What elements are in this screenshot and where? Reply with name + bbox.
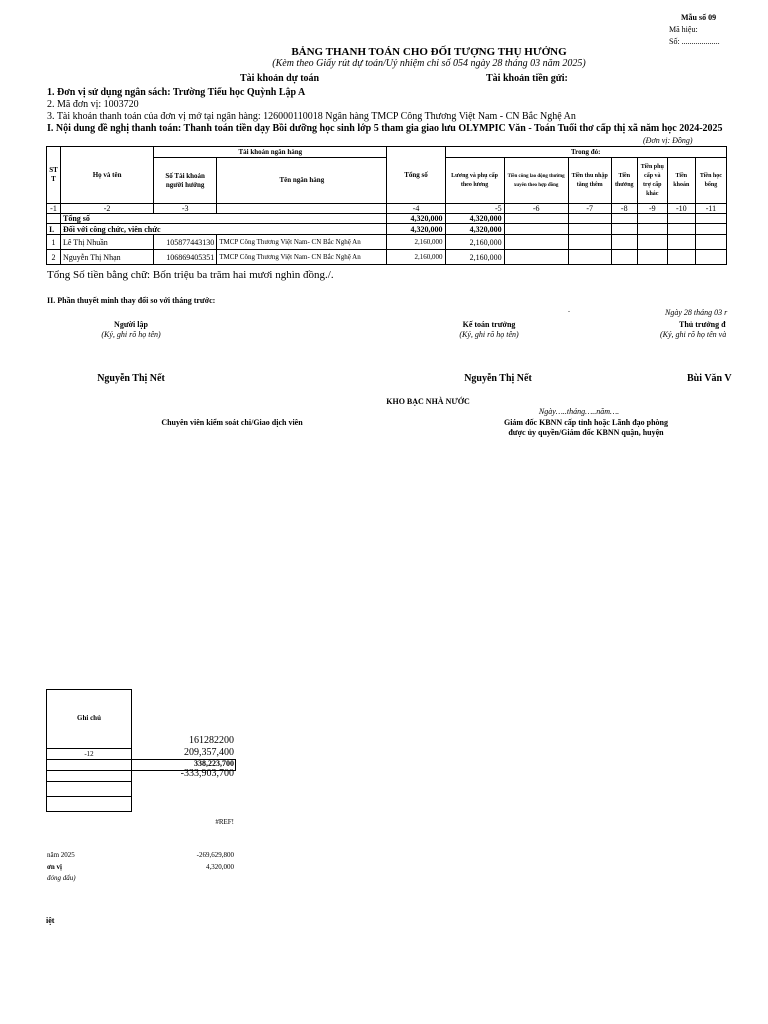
section-total: 4,320,000 xyxy=(387,224,445,235)
info-line-3: 3. Tài khoản thanh toán của đơn vị mở tại ngân hàng: 126000110018 Ngân hàng TMCP Công Thương Việt Nam - CN Bắc Nghệ An xyxy=(47,111,576,122)
info-line-4: I. Nội dung đề nghị thanh toán: Thanh toán tiền dạy Bồi dưỡng học sinh lớp 5 tham gia giao lưu OLYMPIC Văn - Toán Tuổi thơ cấp thị xã năm học 2024-2025 xyxy=(47,123,723,134)
header-fixed: Tiền khoán xyxy=(667,158,695,204)
treasury-director-1: Giám đốc KBNN cấp tỉnh hoặc Lãnh đạo phòng xyxy=(503,418,669,427)
head-title: Thủ trưởng đ xyxy=(679,320,726,329)
header-allowance: Tiền phụ cấp và trợ cấp khác xyxy=(637,158,667,204)
accountant-note: (Ký, ghi rõ họ tên) xyxy=(459,330,519,339)
header-name: Họ và tên xyxy=(61,147,154,204)
row-name: Lê Thị Nhuần xyxy=(61,235,154,250)
side-value-6: 4,320,000 xyxy=(206,863,234,871)
header-bank-name: Tên ngân hàng xyxy=(217,158,387,204)
section-salary: 4,320,000 xyxy=(445,224,504,235)
total-salary: 4,320,000 xyxy=(445,214,504,224)
header-account-no: Số Tài khoản người hưởng xyxy=(154,158,217,204)
index-cell: -10 xyxy=(667,204,695,214)
accountant-title: Kế toán trưởng xyxy=(462,320,516,329)
header-in-which: Trong đó: xyxy=(445,147,726,158)
header-bank-group: Tài khoản ngân hàng xyxy=(154,147,387,158)
payment-table xyxy=(46,146,727,265)
header-labor: Tiền công lao động thường xuyên theo hợp đồng xyxy=(504,158,568,204)
viet-fragment: iệt xyxy=(46,916,55,925)
section-stt: I. xyxy=(47,224,61,235)
row-total: 2,160,000 xyxy=(387,235,445,250)
page-subtitle: (Kèm theo Giấy rút dự toán/Uỷ nhiệm chi số 054 ngày 28 tháng 03 năm 2025) xyxy=(272,58,586,69)
row-stt: 1 xyxy=(47,235,61,250)
total-value: 4,320,000 xyxy=(387,214,445,224)
header-extra-income: Tiền thu nhập tăng thêm xyxy=(568,158,611,204)
row-account: 105877443130 xyxy=(154,235,217,250)
preparer-name: Nguyễn Thị Nết xyxy=(97,373,165,384)
row-salary: 2,160,000 xyxy=(445,250,504,265)
treasury-title: KHO BẠC NHÀ NƯỚC xyxy=(386,397,470,406)
info-line-1: 1. Đơn vị sử dụng ngân sách: Trường Tiểu học Quỳnh Lập A xyxy=(47,87,306,98)
table-row xyxy=(47,235,727,250)
index-row xyxy=(47,204,727,214)
unit-fragment: ơn vị xyxy=(47,863,62,871)
index-cell: -11 xyxy=(695,204,726,214)
preparer-title: Người lập xyxy=(114,320,148,329)
note-empty-cell xyxy=(46,796,132,812)
ref-error: #REF! xyxy=(215,818,234,826)
section-label: Đối với công chức, viên chức xyxy=(61,224,387,235)
row-salary: 2,160,000 xyxy=(445,235,504,250)
account-head-left: Tài khoản dự toán xyxy=(240,73,320,84)
header-stt: ST T xyxy=(47,147,61,204)
note-header-cell xyxy=(46,689,132,749)
accountant-name: Nguyễn Thị Nết xyxy=(464,373,532,384)
head-name: Bùi Văn V xyxy=(687,373,732,384)
head-note: (Ký, ghi rõ họ tên và xyxy=(660,330,727,339)
total-row xyxy=(47,214,727,224)
header-scholarship: Tiền học bổng xyxy=(695,158,726,204)
page-title: BẢNG THANH TOÁN CHO ĐỐI TƯỢNG THỤ HƯỞNG xyxy=(291,46,567,58)
index-cell: -7 xyxy=(568,204,611,214)
row-stt: 2 xyxy=(47,250,61,265)
side-value-5: -269,629,800 xyxy=(196,851,234,859)
header-salary: Lương và phụ cấp theo lương xyxy=(445,158,504,204)
amount-in-words: Tổng Số tiền bằng chữ: Bốn triệu ba trăm hai mươi nghìn đồng./. xyxy=(47,269,334,281)
total-label: Tổng số xyxy=(61,214,387,224)
index-cell: -4 xyxy=(387,204,445,214)
index-cell: -1 xyxy=(47,204,61,214)
row-total: 2,160,000 xyxy=(387,250,445,265)
side-value-2: 209,357,400 xyxy=(184,747,234,758)
side-value-4: -333,903,700 xyxy=(180,768,234,779)
note-empty-cell xyxy=(46,781,132,797)
date-line: Ngày 28 tháng 03 r xyxy=(665,308,728,317)
unit-label: (Đơn vị: Đồng) xyxy=(643,136,693,145)
treasury-controller: Chuyên viên kiểm soát chi/Giao dịch viên xyxy=(161,418,303,427)
note-index-cell: -12 xyxy=(46,748,132,760)
row-bank: TMCP Công Thương Việt Nam- CN Bắc Nghệ An xyxy=(217,235,387,250)
dot-mark: . xyxy=(568,305,570,314)
account-head-right: Tài khoản tiền gửi: xyxy=(486,73,568,84)
header-total: Tổng số xyxy=(387,147,445,204)
index-cell: -2 xyxy=(61,204,154,214)
form-code: Mẫu số 09 xyxy=(681,13,717,22)
form-so: Số: ................... xyxy=(669,37,720,46)
index-cell: -6 xyxy=(504,204,568,214)
row-bank: TMCP Công Thương Việt Nam- CN Bắc Nghệ An xyxy=(217,250,387,265)
table-row xyxy=(47,250,727,265)
index-cell xyxy=(217,204,387,214)
section-row xyxy=(47,224,727,235)
treasury-date: Ngày…..tháng…..năm…. xyxy=(538,407,620,416)
section-2-heading: II. Phần thuyết minh thay đổi so với tháng trước: xyxy=(47,296,216,305)
form-ma-hieu: Mã hiệu: xyxy=(669,25,698,34)
treasury-director-2: được ủy quyền/Giám đốc KBNN quận, huyện xyxy=(508,428,664,437)
side-value-3: 338,223,700 xyxy=(194,759,234,768)
index-cell: -3 xyxy=(154,204,217,214)
preparer-note: (Ký, ghi rõ họ tên) xyxy=(101,330,161,339)
stamp-fragment: đóng dấu) xyxy=(47,874,76,882)
index-cell: -5 xyxy=(445,204,504,214)
year-fragment: năm 2025 xyxy=(47,851,75,859)
row-name: Nguyễn Thị Nhạn xyxy=(61,250,154,265)
side-value-1: 161282200 xyxy=(189,735,234,746)
row-account: 106869405351 xyxy=(154,250,217,265)
note-header: Ghi chú xyxy=(77,714,101,722)
index-cell: -8 xyxy=(611,204,637,214)
info-line-2: 2. Mã đơn vị: 1003720 xyxy=(47,99,139,110)
header-bonus: Tiền thưởng xyxy=(611,158,637,204)
index-cell: -9 xyxy=(637,204,667,214)
